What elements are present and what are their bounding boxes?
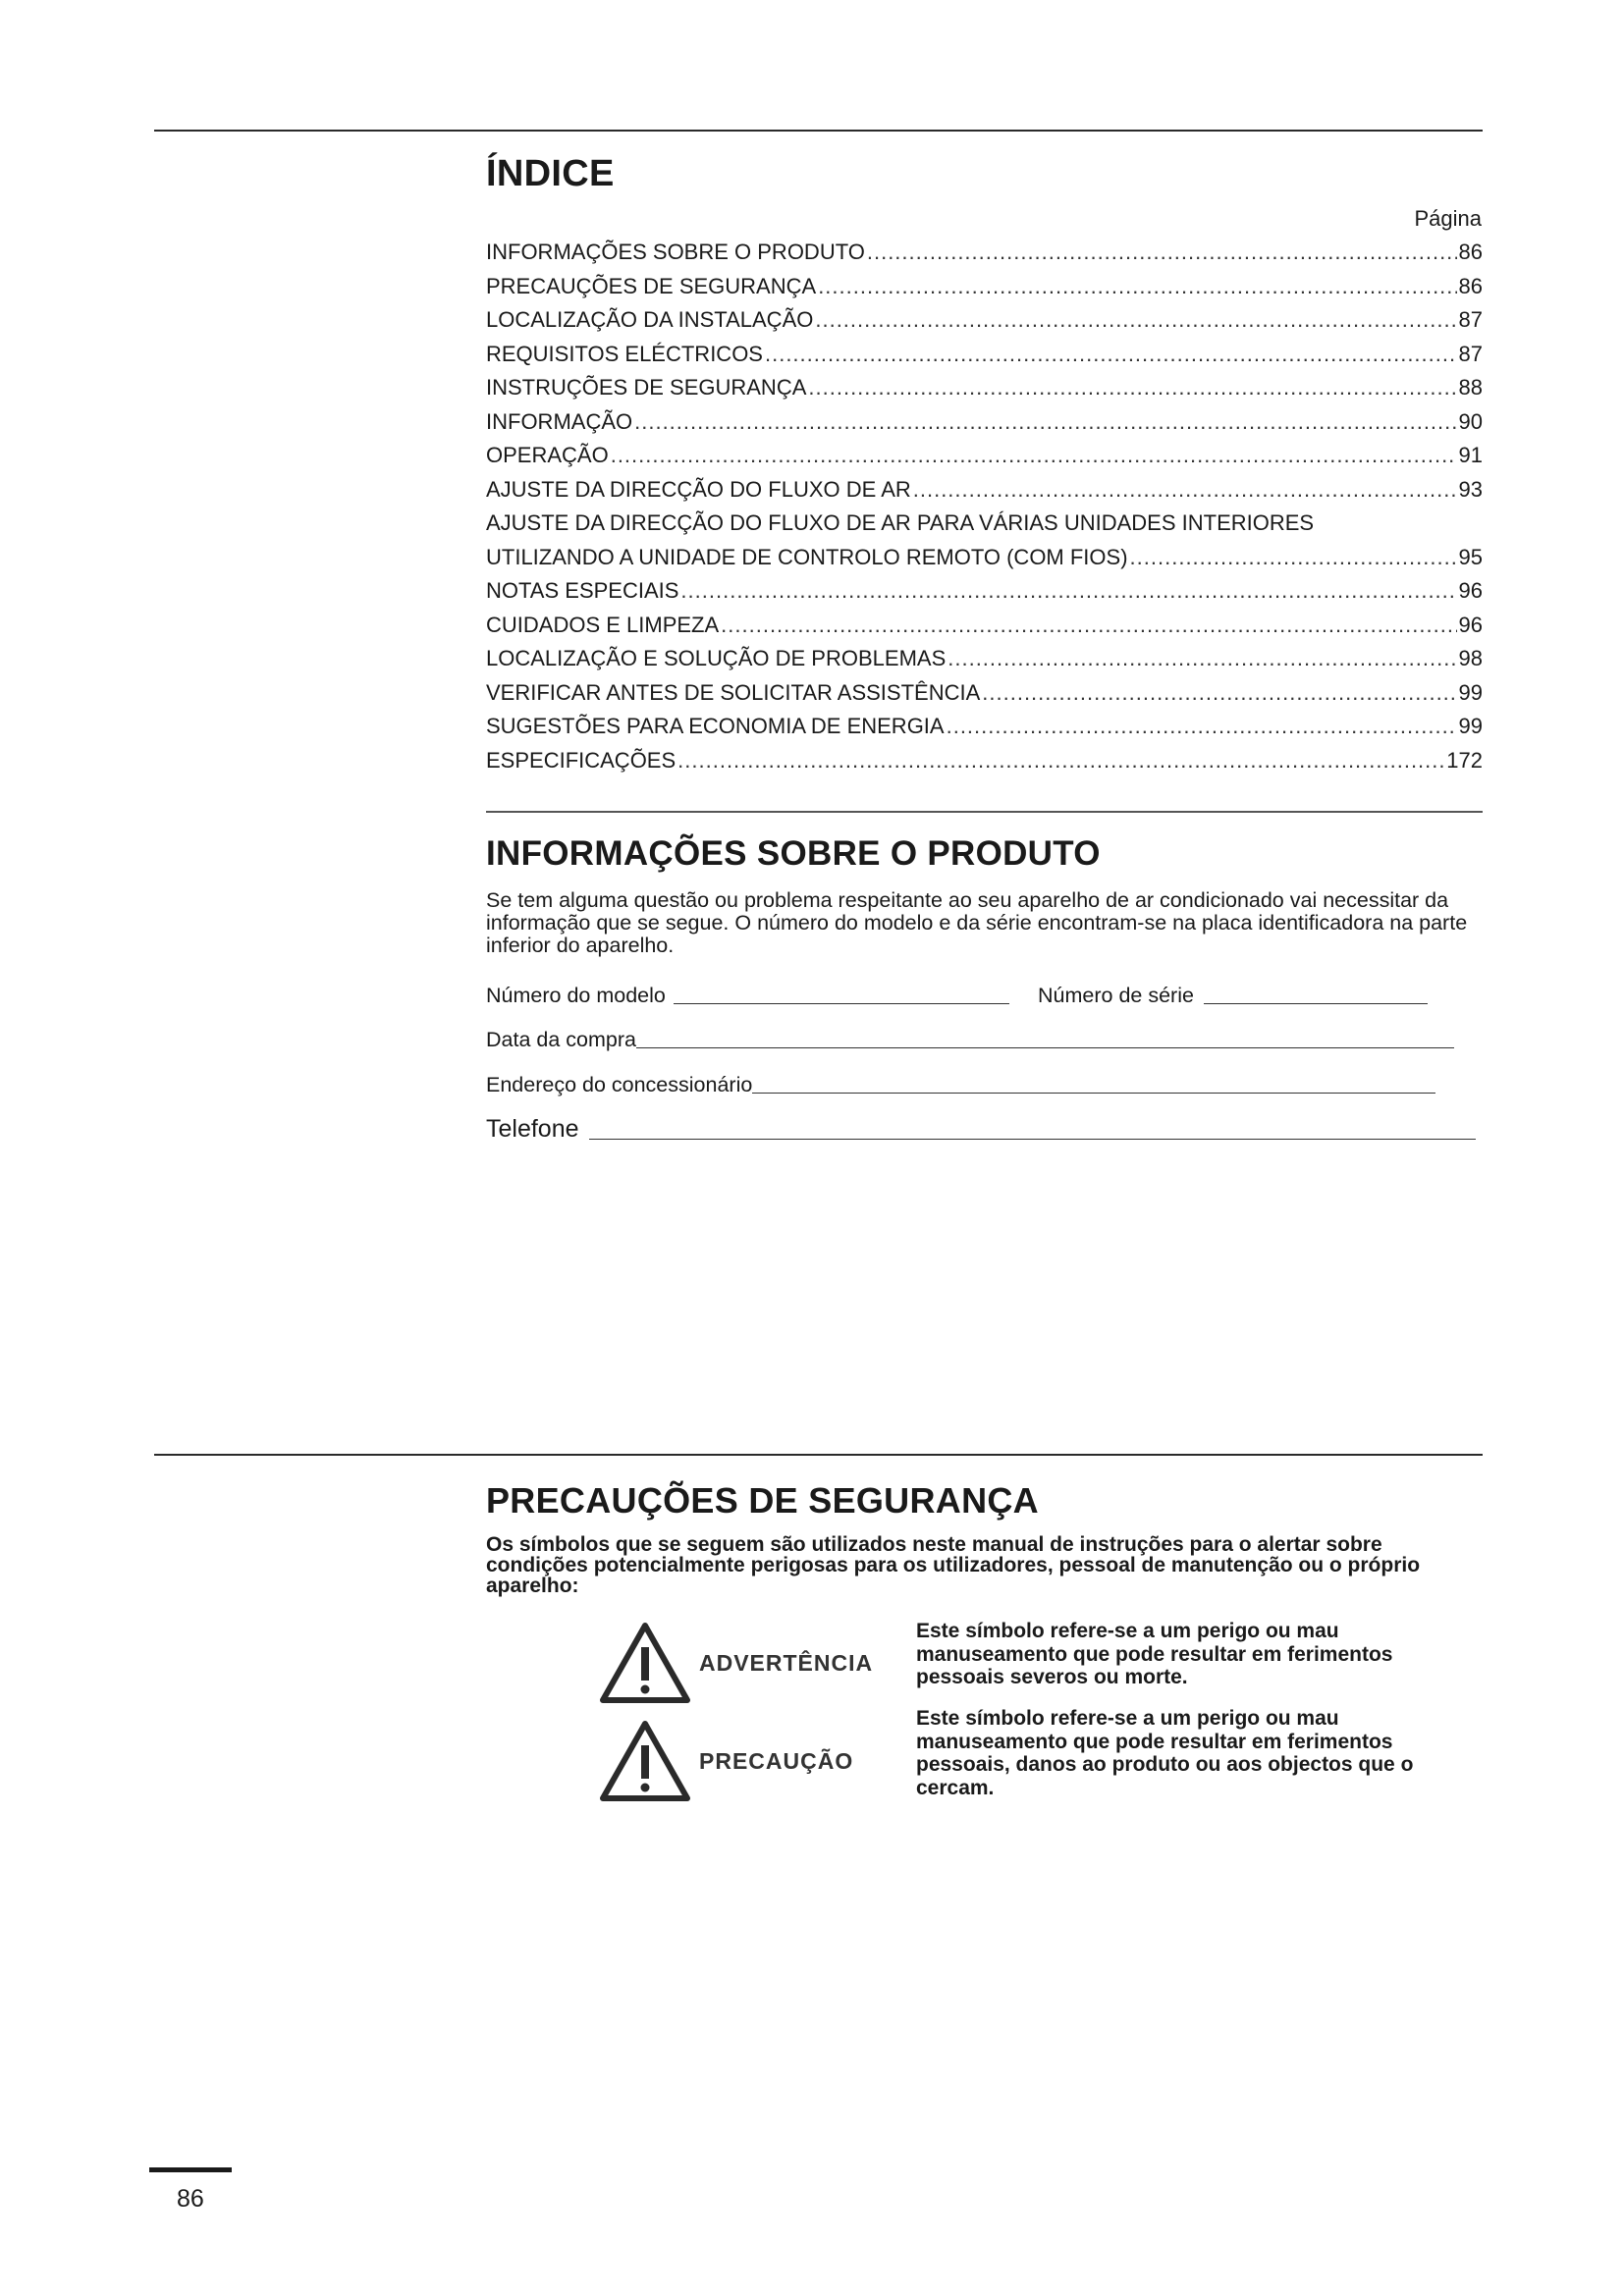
toc-leader — [634, 405, 1456, 440]
toc-entry-title: LOCALIZAÇÃO E SOLUÇÃO DE PROBLEMAS — [486, 646, 947, 670]
dealer-address-line[interactable] — [752, 1092, 1435, 1094]
toc-entry-title: INFORMAÇÕES SOBRE O PRODUTO — [486, 240, 865, 264]
toc-entry-title: AJUSTE DA DIRECÇÃO DO FLUXO DE AR PARA VÁRIAS UNIDADES INTERIORES — [486, 510, 1315, 535]
toc-entry-title: AJUSTE DA DIRECÇÃO DO FLUXO DE AR — [486, 476, 911, 502]
toc-entry-title: UTILIZANDO A UNIDADE DE CONTROLO REMOTO (COM FIOS) — [486, 544, 1128, 569]
toc-entry-page: 90 — [1458, 408, 1483, 434]
toc-entry[interactable] — [486, 609, 1483, 643]
toc-entry[interactable] — [486, 236, 1483, 270]
warning-label: ADVERTÊNCIA — [699, 1649, 874, 1676]
toc-entry-title: INSTRUÇÕES DE SEGURANÇA — [486, 375, 807, 400]
toc-entry-title: INFORMAÇÃO — [486, 408, 633, 434]
purchase-date-line[interactable] — [636, 1046, 1454, 1048]
toc-entry-page: 95 — [1458, 544, 1483, 569]
toc-leader — [867, 236, 1457, 270]
toc-leader — [680, 574, 1456, 609]
toc-leader — [765, 338, 1457, 372]
toc-entry-title: NOTAS ESPECIAIS — [486, 578, 679, 603]
toc-entry[interactable] — [486, 371, 1483, 405]
toc-entry[interactable] — [486, 642, 1483, 676]
toc-entry-page: 96 — [1458, 578, 1483, 603]
caution-symbol — [599, 1720, 853, 1802]
top-rule — [154, 130, 1483, 132]
purchase-date-field[interactable] — [486, 1028, 1454, 1052]
toc-entry-title: SUGESTÕES PARA ECONOMIA DE ENERGIA — [486, 714, 945, 738]
caution-triangle-icon — [599, 1720, 691, 1802]
toc-leader — [947, 642, 1456, 676]
toc-entry-page: 96 — [1458, 612, 1483, 637]
toc-leader — [611, 439, 1457, 473]
phone-line[interactable] — [589, 1138, 1476, 1140]
toc-entry-page: 99 — [1458, 714, 1483, 738]
product-info-title: INFORMAÇÕES SOBRE O PRODUTO — [486, 834, 1101, 873]
index-title: ÍNDICE — [486, 153, 615, 194]
page-number: 86 — [177, 2185, 204, 2213]
section-rule — [154, 1454, 1483, 1456]
toc-entry[interactable] — [486, 541, 1483, 575]
model-number-line[interactable] — [674, 1002, 1009, 1004]
toc-entry[interactable] — [486, 405, 1483, 440]
toc-entry-page: 172 — [1446, 747, 1483, 773]
toc-entry-title: OPERAÇÃO — [486, 443, 609, 467]
caution-description: Este símbolo refere-se a um perigo ou mau manuseamento que pode resultar em ferimentos pessoais, danos ao produto ou aos objectos que o cercam. — [916, 1707, 1414, 1799]
toc-leader — [982, 676, 1456, 711]
toc-entry[interactable] — [486, 473, 1483, 507]
toc-entry[interactable] — [486, 338, 1483, 372]
table-of-contents — [486, 236, 1483, 777]
toc-entry-title: REQUISITOS ELÉCTRICOS — [486, 341, 763, 366]
toc-entry-page: 99 — [1458, 679, 1483, 705]
toc-entry-page: 91 — [1458, 443, 1483, 467]
product-info-text: Se tem alguma questão ou problema respeitante ao seu aparelho de ar condicionado vai necessitar da informação que se segue. O número do modelo e da série encontram-se na placa identificadora na parte inferior do aparelho. — [486, 888, 1468, 957]
toc-entry-page: 86 — [1458, 240, 1483, 264]
warning-description: Este símbolo refere-se a um perigo ou mau manuseamento que pode resultar em ferimentos pessoais severos ou morte. — [916, 1620, 1393, 1688]
toc-entry-page: 93 — [1458, 476, 1483, 502]
toc-entry-page: 87 — [1458, 341, 1483, 366]
warning-symbol — [599, 1622, 873, 1704]
toc-entry[interactable] — [486, 744, 1483, 778]
toc-leader — [808, 371, 1456, 405]
caution-label: PRECAUÇÃO — [699, 1747, 854, 1774]
toc-entry-page: 88 — [1458, 375, 1483, 400]
toc-entry[interactable] — [486, 507, 1483, 541]
model-number-field[interactable] — [486, 984, 1009, 1008]
serial-number-label: Número de série — [1038, 984, 1194, 1007]
toc-leader — [677, 744, 1444, 778]
toc-leader — [1130, 541, 1457, 575]
page-number-bar — [149, 2167, 232, 2172]
page-column-label: Página — [1414, 206, 1482, 231]
serial-number-field[interactable] — [1038, 984, 1428, 1008]
toc-entry[interactable] — [486, 439, 1483, 473]
serial-number-line[interactable] — [1204, 1002, 1428, 1004]
safety-intro: Os símbolos que se seguem são utilizados neste manual de instruções para o alertar sobre condições potencialmente perigosas para os utilizadores, pessoal de manutenção ou o próprio aparelho: — [486, 1533, 1421, 1597]
toc-entry-title: LOCALIZAÇÃO DA INSTALAÇÃO — [486, 307, 814, 332]
toc-entry-page: 86 — [1458, 273, 1483, 298]
toc-entry[interactable] — [486, 574, 1483, 609]
dealer-address-field[interactable] — [486, 1073, 1435, 1097]
toc-leader — [721, 609, 1456, 643]
toc-leader — [815, 303, 1456, 338]
toc-entry-title: CUIDADOS E LIMPEZA — [486, 612, 720, 637]
toc-entry-title: VERIFICAR ANTES DE SOLICITAR ASSISTÊNCIA — [486, 679, 981, 705]
toc-entry-title: PRECAUÇÕES DE SEGURANÇA — [486, 273, 817, 298]
toc-entry-page: 98 — [1458, 646, 1483, 670]
toc-entry-title: ESPECIFICAÇÕES — [486, 747, 677, 773]
purchase-date-label: Data da compra — [486, 1028, 636, 1051]
toc-leader — [913, 473, 1457, 507]
phone-field[interactable] — [486, 1115, 1476, 1144]
section-divider — [486, 811, 1483, 813]
toc-leader — [818, 270, 1456, 304]
model-number-label: Número do modelo — [486, 984, 666, 1007]
dealer-address-label: Endereço do concessionário — [486, 1073, 753, 1096]
warning-triangle-icon — [599, 1622, 691, 1704]
toc-entry[interactable] — [486, 303, 1483, 338]
toc-entry[interactable] — [486, 270, 1483, 304]
phone-label: Telefone — [486, 1115, 579, 1143]
toc-entry[interactable] — [486, 676, 1483, 711]
toc-entry[interactable] — [486, 710, 1483, 744]
safety-title: PRECAUÇÕES DE SEGURANÇA — [486, 1480, 1039, 1521]
toc-entry-page: 87 — [1458, 307, 1483, 332]
toc-leader — [947, 710, 1457, 744]
